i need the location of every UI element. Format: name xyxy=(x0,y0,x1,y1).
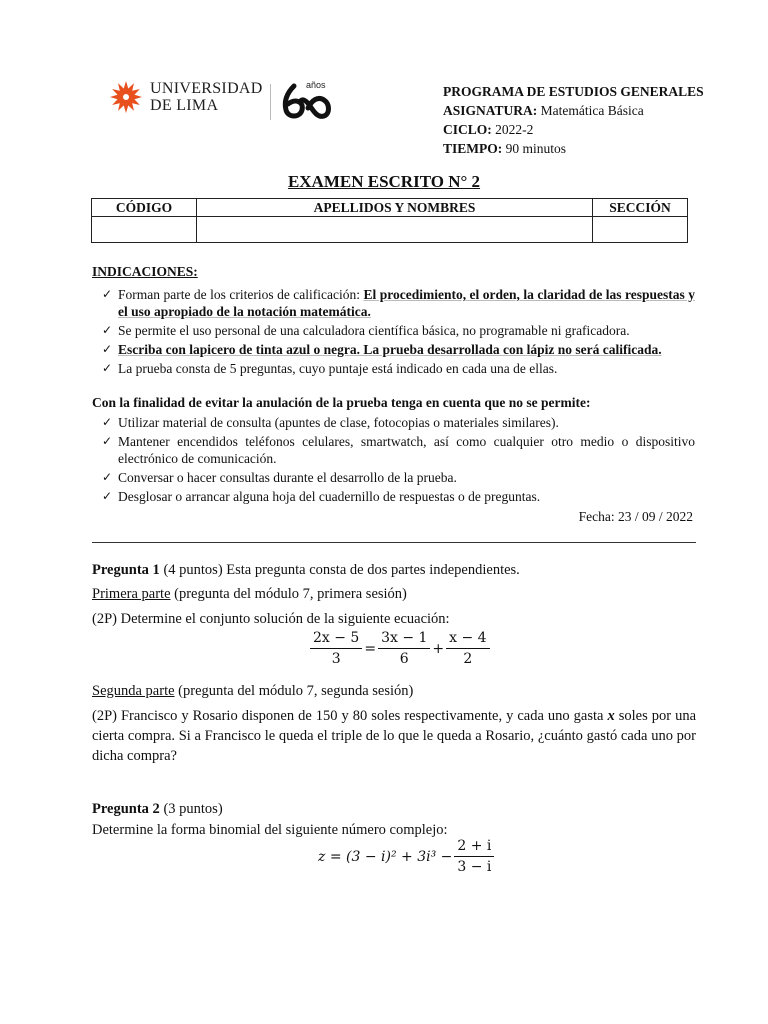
indicaciones-title: INDICACIONES: xyxy=(92,264,198,279)
student-info-table xyxy=(91,198,688,243)
seccion-field[interactable] xyxy=(593,217,688,243)
check-icon: ✓ xyxy=(102,415,113,429)
asignatura-value: Matemática Básica xyxy=(540,103,644,118)
check-icon: ✓ xyxy=(102,489,113,503)
check-icon: ✓ xyxy=(102,470,113,484)
variable-x: x xyxy=(607,708,615,724)
tiempo-label: TIEMPO: xyxy=(443,141,503,156)
list-item: ✓ Forman parte de los criterios de calificación: El procedimiento, el orden, la claridad de las respuestas y el uso apropiado de la notación matemática. xyxy=(102,287,696,319)
exam-date: Fecha: 23 / 09 / 2022 xyxy=(578,509,693,524)
eq1-num-1: 2x − 5 xyxy=(310,630,362,649)
part1-note: (pregunta del módulo 7, primera sesión) xyxy=(170,586,407,602)
eq2-num: 2 + i xyxy=(454,838,494,857)
pregunta-2-points: (3 puntos) xyxy=(159,801,223,817)
check-icon: ✓ xyxy=(102,342,113,356)
check-icon: ✓ xyxy=(102,287,113,301)
exam-title: EXAMEN ESCRITO N° 2 xyxy=(287,172,481,191)
check-icon: ✓ xyxy=(102,323,113,337)
pregunta-1-heading xyxy=(92,560,696,580)
part2-label: Segunda parte xyxy=(92,683,175,699)
logo-line-1: UNIVERSIDAD xyxy=(150,80,263,97)
program-info xyxy=(443,82,704,158)
nombres-field[interactable] xyxy=(197,217,593,243)
university-star-icon xyxy=(108,80,144,114)
pregunta-1-title: Pregunta 1 xyxy=(92,562,160,578)
list-item: ✓ Mantener encendidos teléfonos celulares, smartwatch, así como cualquier otro medio o dispositivo electrónico de comunicación. xyxy=(102,434,695,466)
forbidden-list xyxy=(92,414,695,505)
logo-divider xyxy=(270,84,271,120)
list-item: ✓ Desglosar o arrancar alguna hoja del cuadernillo de respuestas o de preguntas. xyxy=(102,489,541,504)
anniversary-label: años xyxy=(306,80,326,90)
eq2-den: 3 − i xyxy=(457,859,492,875)
ciclo-value: 2022-2 xyxy=(495,122,534,137)
program-name: PROGRAMA DE ESTUDIOS GENERALES xyxy=(443,84,704,99)
eq1-den-1: 3 xyxy=(331,651,341,667)
pregunta-1-points: (4 puntos) Esta pregunta consta de dos partes independientes. xyxy=(163,562,520,578)
logo-line-2: DE LIMA xyxy=(150,97,219,114)
eq1-num-2: 3x − 1 xyxy=(378,630,430,649)
check-icon: ✓ xyxy=(102,434,113,448)
eq1-den-3: 2 xyxy=(463,651,473,667)
eq2-lhs: z = (3 − i)² + 3i³ − xyxy=(318,848,453,865)
codigo-field[interactable] xyxy=(92,217,197,243)
pregunta-2-text: Determine la forma binomial del siguiente número complejo: xyxy=(92,822,448,838)
forbidden-list-wrap xyxy=(92,414,695,507)
eq1-num-3: x − 4 xyxy=(446,630,489,649)
list-item: ✓ Conversar o hacer consultas durante el desarrollo de la prueba. xyxy=(102,470,457,485)
list-item: ✓ Utilizar material de consulta (apuntes de clase, fotocopias o materiales similares). xyxy=(102,415,559,430)
ciclo-label: CICLO: xyxy=(443,122,492,137)
tiempo-value: 90 minutos xyxy=(505,141,567,156)
check-icon: ✓ xyxy=(102,361,113,375)
university-logo xyxy=(108,80,263,114)
list-item: ✓ La prueba consta de 5 preguntas, cuyo puntaje está indicado en cada una de ellas. xyxy=(102,361,558,376)
part1-text: (2P) Determine el conjunto solución de la siguiente ecuación: xyxy=(92,611,450,627)
pregunta-1-part1-heading xyxy=(92,584,696,604)
pregunta-1-part2-heading xyxy=(92,681,696,701)
asignatura-label: ASIGNATURA: xyxy=(443,103,538,118)
warning-title: Con la finalidad de evitar la anulación de la prueba tenga en cuenta que no se permite: xyxy=(92,395,591,410)
seccion-header: SECCIÓN xyxy=(593,199,688,217)
section-divider xyxy=(92,542,696,543)
list-item: ✓ Se permite el uso personal de una calculadora científica básica, no programable ni graficadora. xyxy=(102,323,630,338)
list-item: ✓ Escriba con lapicero de tinta azul o negra. La prueba desarrollada con lápiz no será calificada. xyxy=(102,342,662,357)
pregunta-2-title: Pregunta 2 xyxy=(92,801,160,817)
part1-label: Primera parte xyxy=(92,586,171,602)
equation-1: $\frac{2x - 5}{3}$ = $\frac{3x - 1}{6}$ + $\frac{x - 4}{2}$ xyxy=(310,630,490,667)
eq1-den-2: 6 xyxy=(399,651,409,667)
nombres-header: APELLIDOS Y NOMBRES xyxy=(197,199,593,217)
part2-text: (2P) Francisco y Rosario disponen de 150 y 80 soles respectivamente, y cada uno gasta x soles por una cierta compra. Si a Francisco le queda el triple de lo que le queda a Rosario, ¿cuánto gastó cada uno por dicha compra? xyxy=(92,708,697,764)
pregunta-2-heading xyxy=(92,799,696,819)
codigo-header: CÓDIGO xyxy=(92,199,197,217)
equation-2 xyxy=(316,838,494,875)
part2-note: (pregunta del módulo 7, segunda sesión) xyxy=(174,683,414,699)
indicaciones-list xyxy=(92,286,695,377)
indicaciones-list-wrap xyxy=(92,286,695,379)
